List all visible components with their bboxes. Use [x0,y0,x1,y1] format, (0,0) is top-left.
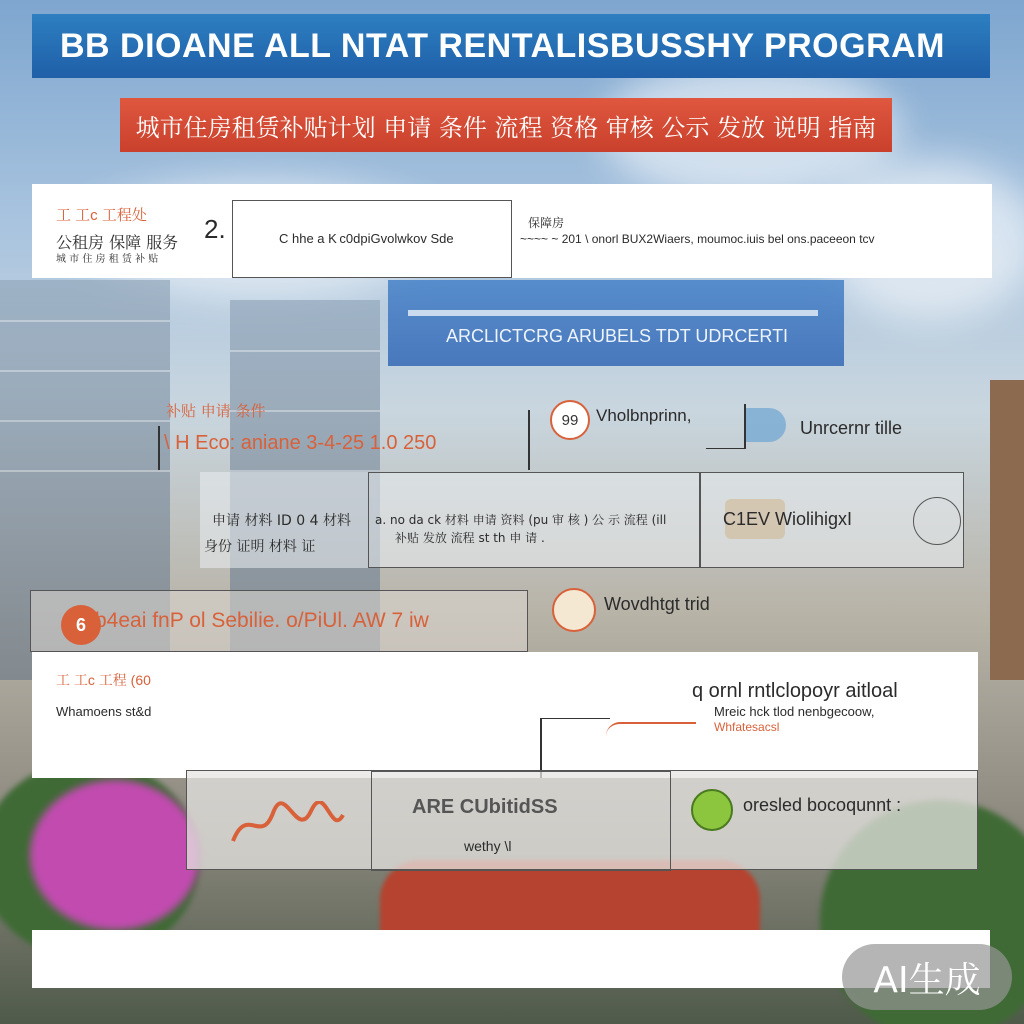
info-strip-1 [32,184,992,278]
strip1-caption: 城 市 住 房 租 赁 补 贴 [56,254,159,265]
check-icon [691,789,733,831]
process-text: b4eai fnP ol Sebilie. o/PiUl. AW 7 iw [95,609,429,632]
strip1-heading: 工 工c 工程处 [56,207,147,224]
materials-detail-1: a. no da ck 材料 申请 资料 (pu 审 核 ) 公 示 流程 (ill [375,513,667,527]
signature-icon [606,722,696,736]
step-box [232,200,512,278]
documents-detail-box [371,771,671,871]
documents-icon-label: oresled bocoqunnt : [743,795,902,815]
eligibility-value: \ H Eco: aniane 3-4-25 1.0 250 [164,432,437,454]
documents-title: ARE CUbitidSS [412,796,558,818]
ai-generated-badge [842,944,1012,1010]
program-subtitle-banner [120,98,892,152]
program-subtitle: 城市住房租赁补贴计划 申请 条件 流程 资格 审核 公示 发放 说明 指南 [135,113,877,142]
documents-sub: wethy \l [464,838,512,854]
materials-detail-2: 补贴 发放 流程 st th 申 请 . [395,531,545,545]
strip2-right-sub2: Whfatesacsl [714,720,780,734]
info-strip-2 [32,652,978,778]
strip2-subheading: Whamoens st&d [56,704,152,719]
materials-row [200,472,964,568]
strip2-right-title: q ornl rntlclopoyr aitloal [692,680,898,702]
ai-generated-label: AI生成 [873,959,981,1001]
materials-right-text: C1EV WiolihigxI [723,509,853,529]
strip1-right-text: ~~~~ ~ 201 \ onorl BUX2Wiaers, moumoc.iuis bel ons.paceeon tcv [520,232,875,246]
ruler-icon [913,497,961,545]
process-row [30,590,528,652]
documents-row [186,770,978,870]
applications-label-panel [388,280,844,366]
program-title-banner [32,14,990,78]
eligibility-label: 补贴 申请 条件 [166,402,266,420]
step-box-text: C hhe a K c0dpiGvolwkov Sde [279,231,454,246]
step-badge-text: 6 [75,614,86,635]
strip1-subheading: 公租房 保障 服务 [56,233,179,252]
calendar-icon [550,400,590,440]
applications-label: ARCLICTCRG ARUBELS TDT UDRCERTI [446,326,789,346]
strip2-heading: 工 工c 工程 (60 [56,672,151,688]
program-title: BB DIOANE ALL NTAT RENTALISBUSSHY PROGRAM [60,26,945,65]
stamp-icon [227,801,347,849]
clock-icon [552,588,596,632]
strip2-right-sub1: Mreic hck tlod nenbgecoow, [714,704,875,719]
eligibility-option-b: Unrcernr tille [800,418,903,438]
materials-left-2: 身份 证明 材料 证 [204,539,316,555]
eligibility-option-a: Vholbnprinn, [596,406,692,425]
eligibility-row [0,390,1024,480]
materials-detail-box [368,472,700,568]
calendar-icon-text: 99 [561,411,579,429]
strip1-right-label: 保障房 [528,216,565,230]
document-icon [746,408,786,442]
materials-left-1: 申请 材料 ID 0 4 材料 [212,513,351,529]
step-number: 2. [204,214,226,244]
materials-right-box [700,472,964,568]
process-icon-label: Wovdhtgt trid [604,594,710,614]
